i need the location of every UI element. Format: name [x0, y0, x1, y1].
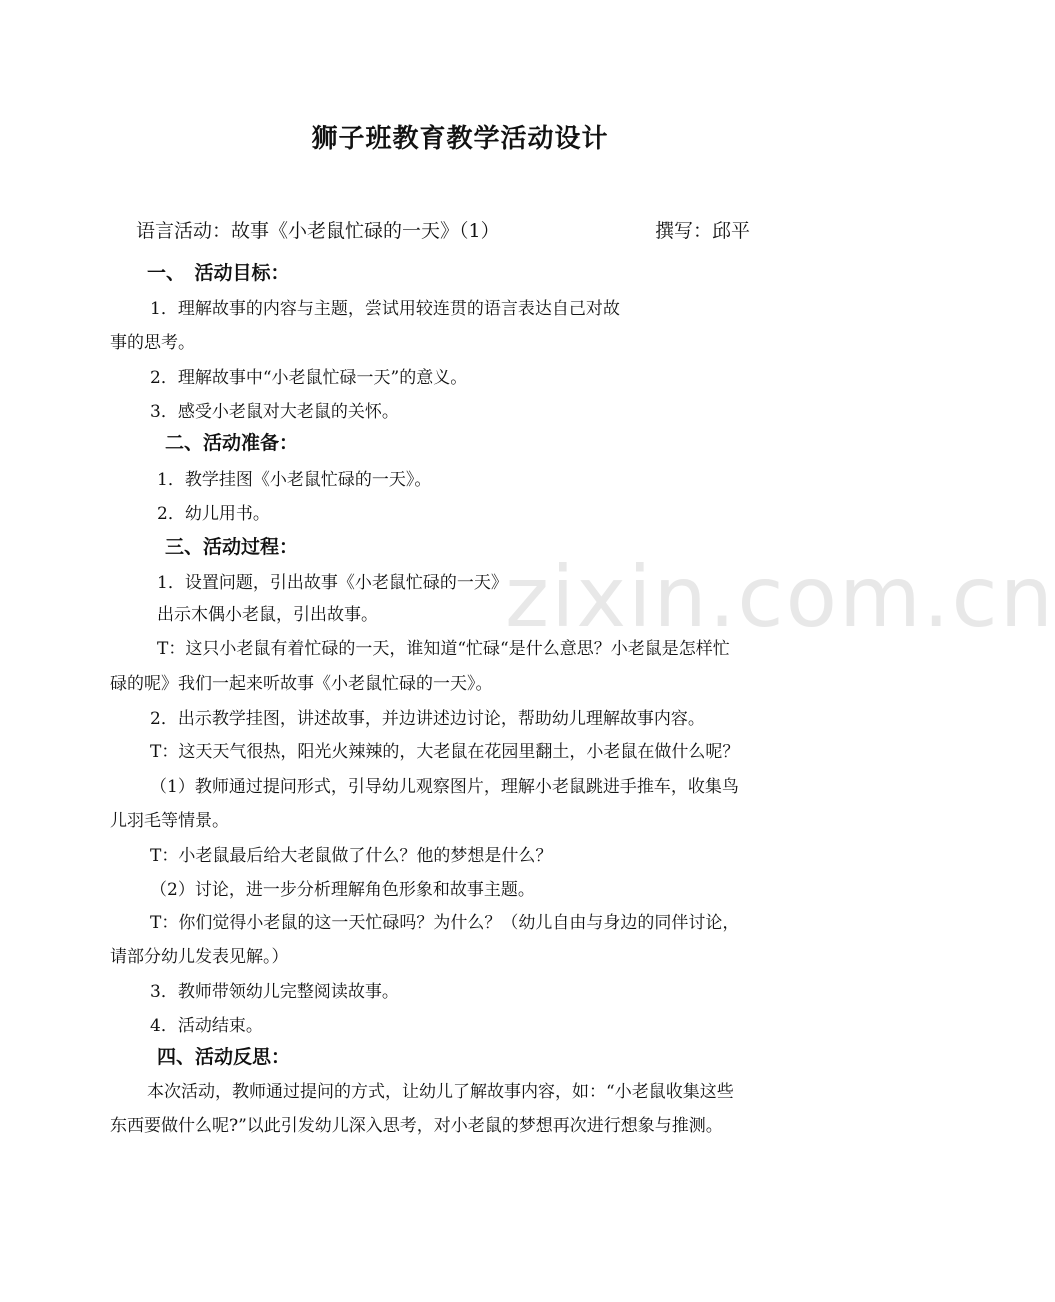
reflection-line: 本次活动，教师通过提问的方式，让幼儿了解故事内容，如：“小老鼠收集这些	[147, 1082, 734, 1102]
process-line: 3．教师带领幼儿完整阅读故事。	[150, 982, 399, 1002]
goal-item: 2．理解故事中“小老鼠忙碌一天”的意义。	[150, 368, 468, 388]
section-prep-heading: 二、活动准备：	[165, 432, 299, 454]
section-process-heading: 三、活动过程：	[165, 536, 299, 558]
process-line: 碌的呢》我们一起来听故事《小老鼠忙碌的一天》。	[110, 674, 493, 694]
process-line: （2）讨论，进一步分析理解角色形象和故事主题。	[150, 880, 535, 900]
section-reflection-heading: 四、活动反思：	[157, 1046, 291, 1068]
process-line: 出示木偶小老鼠，引出故事。	[157, 605, 378, 625]
process-line: 1．设置问题，引出故事《小老鼠忙碌的一天》	[157, 573, 508, 593]
process-line: 2．出示教学挂图，讲述故事，并边讲述边讨论，帮助幼儿理解故事内容。	[150, 709, 705, 729]
prep-item: 1．教学挂图《小老鼠忙碌的一天》。	[157, 470, 432, 490]
goal-item: 事的思考。	[110, 333, 195, 353]
goal-item: 1．理解故事的内容与主题，尝试用较连贯的语言表达自己对故	[150, 299, 620, 319]
author-label: 撰写：邱平	[655, 220, 751, 242]
watermark: zixin.com.cn	[505, 548, 1055, 646]
process-line: 4．活动结束。	[150, 1016, 263, 1036]
goal-item: 3．感受小老鼠对大老鼠的关怀。	[150, 402, 399, 422]
process-line: （1）教师通过提问形式，引导幼儿观察图片，理解小老鼠跳进手推车，收集鸟	[150, 777, 739, 797]
section-goals-heading: 一、 活动目标：	[147, 262, 290, 284]
process-line: T：小老鼠最后给大老鼠做了什么？他的梦想是什么？	[150, 846, 553, 866]
process-line: T：这天天气很热，阳光火辣辣的，大老鼠在花园里翻土，小老鼠在做什么呢？	[150, 742, 740, 762]
process-line: 请部分幼儿发表见解。）	[110, 947, 289, 967]
process-line: 儿羽毛等情景。	[110, 811, 229, 831]
activity-subtitle: 语言活动：故事《小老鼠忙碌的一天》（1）	[136, 220, 500, 242]
process-line: T：你们觉得小老鼠的这一天忙碌吗？为什么？（幼儿自由与身边的同伴讨论，	[150, 913, 740, 933]
prep-item: 2．幼儿用书。	[157, 504, 270, 524]
process-line: T：这只小老鼠有着忙碌的一天，谁知道“忙碌“是什么意思？小老鼠是怎样忙	[157, 639, 730, 659]
document-title: 狮子班教育教学活动设计	[311, 124, 609, 154]
reflection-line: 东西要做什么呢?”以此引发幼儿深入思考，对小老鼠的梦想再次进行想象与推测。	[110, 1116, 723, 1136]
